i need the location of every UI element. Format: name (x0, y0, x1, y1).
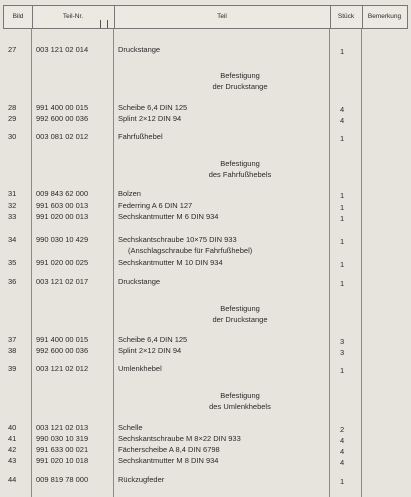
row-quantity: 1 (340, 366, 345, 375)
row-bild: 39 (8, 364, 17, 373)
row-description: Fächerscheibe A 8,4 DIN 6798 (118, 445, 220, 454)
row-description: Sechskantschraube 10×75 DIN 933 (118, 235, 237, 244)
row-bild: 34 (8, 235, 17, 244)
row-quantity: 3 (340, 348, 345, 357)
row-bild: 38 (8, 346, 17, 355)
row-bild: 31 (8, 189, 17, 198)
row-description: Sechskantmutter M 6 DIN 934 (118, 212, 219, 221)
row-quantity: 1 (340, 47, 345, 56)
row-quantity: 4 (340, 116, 345, 125)
row-quantity: 1 (340, 237, 345, 246)
row-part-number: 003 121 02 012 (36, 364, 89, 373)
row-quantity: 1 (340, 214, 345, 223)
row-quantity: 2 (340, 425, 345, 434)
row-quantity: 3 (340, 337, 345, 346)
section-heading-line1: Befestigung (220, 304, 260, 313)
row-quantity: 1 (340, 134, 345, 143)
section-heading (140, 70, 340, 92)
row-quantity: 4 (340, 447, 345, 456)
row-part-number: 992 600 00 036 (36, 346, 89, 355)
row-description: Sechskantmutter M 8 DIN 934 (118, 456, 219, 465)
row-description: Druckstange (118, 277, 161, 286)
header-teil-nr: Teil-Nr. (62, 13, 84, 20)
section-heading-line2: der Druckstange (212, 82, 268, 91)
row-part-number: 003 121 02 013 (36, 423, 89, 432)
row-bild: 30 (8, 132, 17, 141)
row-description: Scheibe 6,4 DIN 125 (118, 103, 188, 112)
row-description-note: (Anschlagschraube für Fahrfußhebel) (128, 246, 253, 255)
row-quantity: 1 (340, 279, 345, 288)
row-description: Umlenkhebel (118, 364, 162, 373)
row-bild: 40 (8, 423, 17, 432)
row-part-number: 991 400 00 015 (36, 103, 89, 112)
row-quantity: 4 (340, 436, 345, 445)
row-bild: 27 (8, 45, 17, 54)
row-part-number: 991 020 10 018 (36, 456, 89, 465)
row-part-number: 991 020 00 013 (36, 212, 89, 221)
row-description: Splint 2×12 DIN 94 (118, 114, 182, 123)
row-bild: 37 (8, 335, 17, 344)
header-teil: Teil (217, 13, 227, 20)
row-part-number: 991 020 00 025 (36, 258, 89, 267)
row-quantity: 1 (340, 477, 345, 486)
section-heading-line2: des Fahrfußhebels (208, 170, 272, 179)
row-part-number: 991 400 00 015 (36, 335, 89, 344)
row-part-number: 990 030 10 429 (36, 235, 89, 244)
row-description: Rückzugfeder (118, 475, 165, 484)
section-heading (140, 303, 340, 325)
section-heading-line2: des Umlenkhebels (209, 402, 271, 411)
row-bild: 42 (8, 445, 17, 454)
row-description: Druckstange (118, 45, 161, 54)
section-heading-line2: der Druckstange (212, 315, 268, 324)
row-part-number: 003 121 02 014 (36, 45, 89, 54)
section-heading (140, 158, 340, 180)
row-quantity: 4 (340, 105, 345, 114)
row-part-number: 991 603 00 013 (36, 201, 89, 210)
header-stueck: Stück (337, 13, 355, 20)
row-part-number: 992 600 00 036 (36, 114, 89, 123)
section-heading-line1: Befestigung (220, 159, 260, 168)
row-description: Federring A 6 DIN 127 (118, 201, 193, 210)
row-bild: 32 (8, 201, 17, 210)
row-part-number: 009 819 78 000 (36, 475, 89, 484)
row-quantity: 4 (340, 458, 345, 467)
row-description: Scheibe 6,4 DIN 125 (118, 335, 188, 344)
row-bild: 43 (8, 456, 17, 465)
row-description: Sechskantmutter M 10 DIN 934 (118, 258, 223, 267)
header-bild: Bild (12, 13, 24, 20)
section-heading-line1: Befestigung (220, 71, 260, 80)
row-bild: 44 (8, 475, 17, 484)
row-description: Schelle (118, 423, 143, 432)
row-part-number: 003 081 02 012 (36, 132, 89, 141)
row-bild: 33 (8, 212, 17, 221)
row-description: Splint 2×12 DIN 94 (118, 346, 182, 355)
section-heading-line1: Befestigung (220, 391, 260, 400)
row-quantity: 1 (340, 260, 345, 269)
row-part-number: 990 030 10 319 (36, 434, 89, 443)
row-part-number: 009 843 62 000 (36, 189, 89, 198)
row-quantity: 1 (340, 191, 345, 200)
row-bild: 28 (8, 103, 17, 112)
row-bild: 41 (8, 434, 17, 443)
section-heading (140, 390, 340, 412)
row-part-number: 003 121 02 017 (36, 277, 89, 286)
row-description: Bolzen (118, 189, 141, 198)
row-description: Fahrfußhebel (118, 132, 163, 141)
row-part-number: 991 633 00 021 (36, 445, 89, 454)
row-bild: 29 (8, 114, 17, 123)
row-bild: 36 (8, 277, 17, 286)
row-quantity: 1 (340, 203, 345, 212)
row-bild: 35 (8, 258, 17, 267)
table-header (3, 5, 408, 29)
row-description: Sechskantschraube M 8×22 DIN 933 (118, 434, 241, 443)
header-bemerkung: Bemerkung (367, 13, 402, 20)
